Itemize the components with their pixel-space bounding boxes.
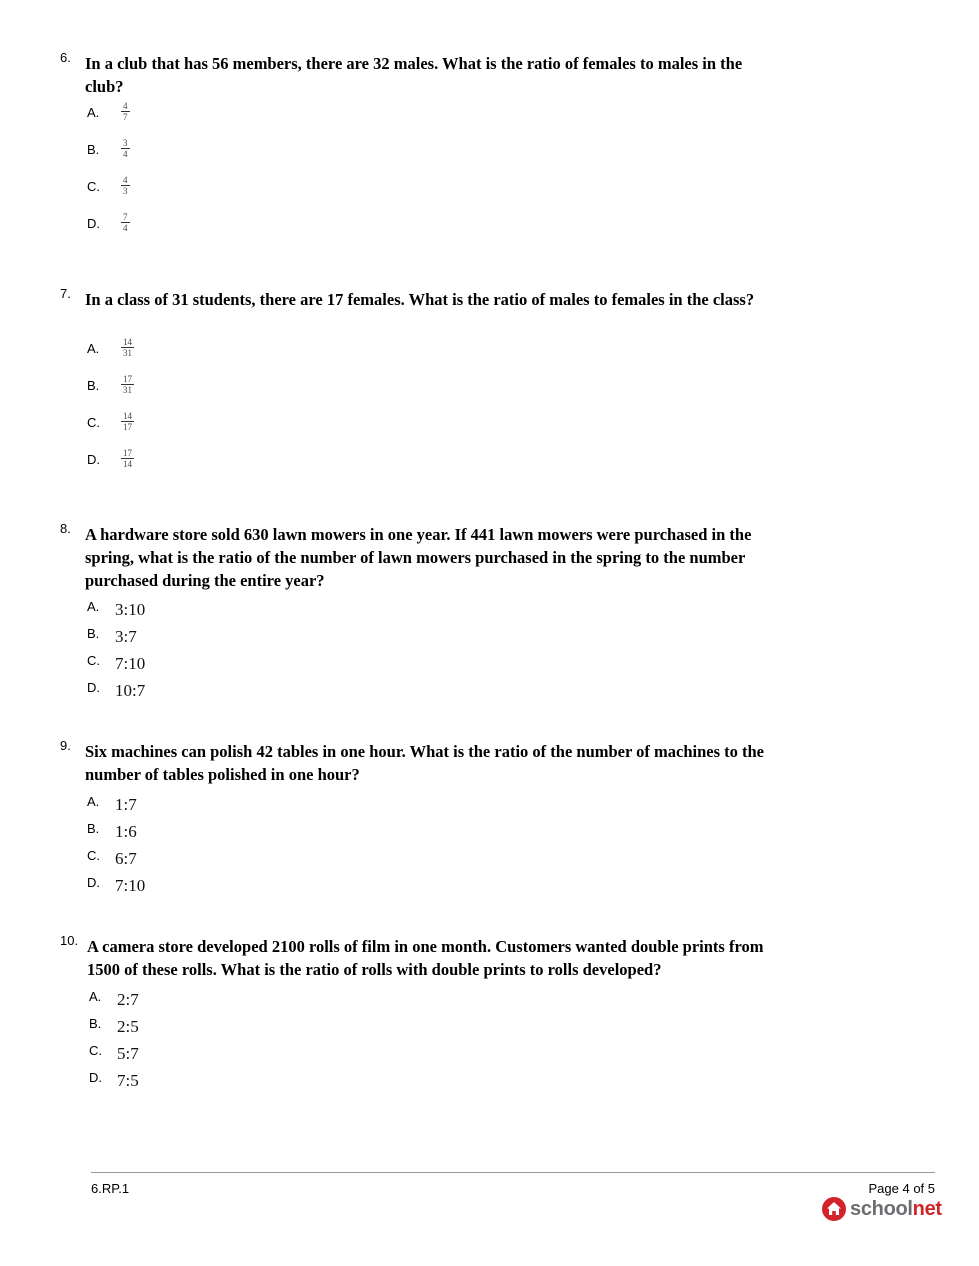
option-value: 3:10 (115, 600, 146, 619)
question-number: 10. (60, 933, 79, 948)
fraction-denominator: 3 (123, 186, 128, 196)
option-fraction (121, 138, 130, 159)
question-text: In a club that has 56 members, there are 32 males. What is the ratio of females to males in the club? (85, 54, 743, 96)
option-value: 5:7 (117, 1044, 139, 1063)
option-value: 6:7 (115, 849, 137, 868)
footer-divider (91, 1172, 935, 1173)
option-value: 1:6 (115, 822, 137, 841)
option-value: 3:7 (115, 627, 137, 646)
option-label: A. (87, 105, 100, 120)
house-icon (822, 1197, 846, 1221)
option-label: D. (87, 452, 100, 467)
option-fraction (121, 212, 130, 233)
option-label: A. (87, 341, 100, 356)
option-value: 2:5 (117, 1017, 139, 1036)
option-label: B. (89, 1016, 102, 1031)
fraction-denominator: 7 (123, 112, 128, 122)
option-label: A. (87, 794, 100, 809)
option-label: B. (87, 626, 100, 641)
option-label: D. (87, 680, 100, 695)
option-value: 7:5 (117, 1071, 139, 1090)
fraction-numerator: 4 (123, 175, 128, 185)
option-label: C. (87, 179, 100, 194)
question-text: Six machines can polish 42 tables in one hour. What is the ratio of the number of machines to the number of tables polished in one hour? (85, 742, 764, 784)
schoolnet-logo (822, 1195, 942, 1223)
option-fraction (121, 101, 130, 122)
option-label: A. (89, 989, 102, 1004)
fraction-denominator: 17 (123, 422, 132, 432)
page-number: Page 4 of 5 (868, 1181, 935, 1196)
question-text: A camera store developed 2100 rolls of film in one month. Customers wanted double prints from 1500 of these rolls. What is the ratio of rolls with double prints to rolls developed? (87, 937, 764, 979)
question-number: 9. (60, 738, 71, 753)
option-label: A. (87, 599, 100, 614)
logo-text (850, 1198, 942, 1221)
logo-text-accent: net (912, 1197, 942, 1220)
option-fraction (121, 337, 134, 358)
question-number: 7. (60, 286, 71, 301)
option-label: D. (87, 875, 100, 890)
option-label: D. (89, 1070, 102, 1085)
standard-code: 6.RP.1 (91, 1181, 130, 1196)
question-text: A hardware store sold 630 lawn mowers in one year. If 441 lawn mowers were purchased in the spring, what is the ratio of the number of lawn mowers purchased in the spring to the number purchased during the entire year? (85, 525, 752, 590)
option-fraction (121, 448, 134, 469)
fraction-numerator: 4 (123, 101, 128, 111)
fraction-denominator: 14 (123, 459, 132, 469)
option-value: 1:7 (115, 795, 137, 814)
option-label: C. (87, 848, 100, 863)
option-label: C. (89, 1043, 102, 1058)
logo-text-main: school (850, 1197, 913, 1220)
option-value: 10:7 (115, 681, 146, 700)
option-value: 7:10 (115, 654, 146, 673)
fraction-denominator: 31 (123, 348, 132, 358)
fraction-denominator: 4 (123, 149, 128, 159)
question-number: 8. (60, 521, 71, 536)
fraction-numerator: 17 (123, 374, 132, 384)
fraction-numerator: 3 (123, 138, 128, 148)
option-fraction (121, 411, 134, 432)
option-value: 7:10 (115, 876, 146, 895)
option-label: C. (87, 653, 100, 668)
question-number: 6. (60, 50, 71, 65)
option-label: C. (87, 415, 100, 430)
fraction-denominator: 31 (123, 385, 132, 395)
option-label: D. (87, 216, 100, 231)
fraction-denominator: 4 (123, 223, 128, 233)
fraction-numerator: 17 (123, 448, 132, 458)
fraction-numerator: 14 (123, 337, 132, 347)
fraction-numerator: 14 (123, 411, 132, 421)
option-fraction (121, 374, 134, 395)
option-label: B. (87, 378, 100, 393)
fraction-numerator: 7 (123, 212, 128, 222)
option-label: B. (87, 821, 100, 836)
option-label: B. (87, 142, 100, 157)
question-text: In a class of 31 students, there are 17 females. What is the ratio of males to females in the class? (85, 290, 755, 309)
option-value: 2:7 (117, 990, 139, 1009)
option-fraction (121, 175, 130, 196)
